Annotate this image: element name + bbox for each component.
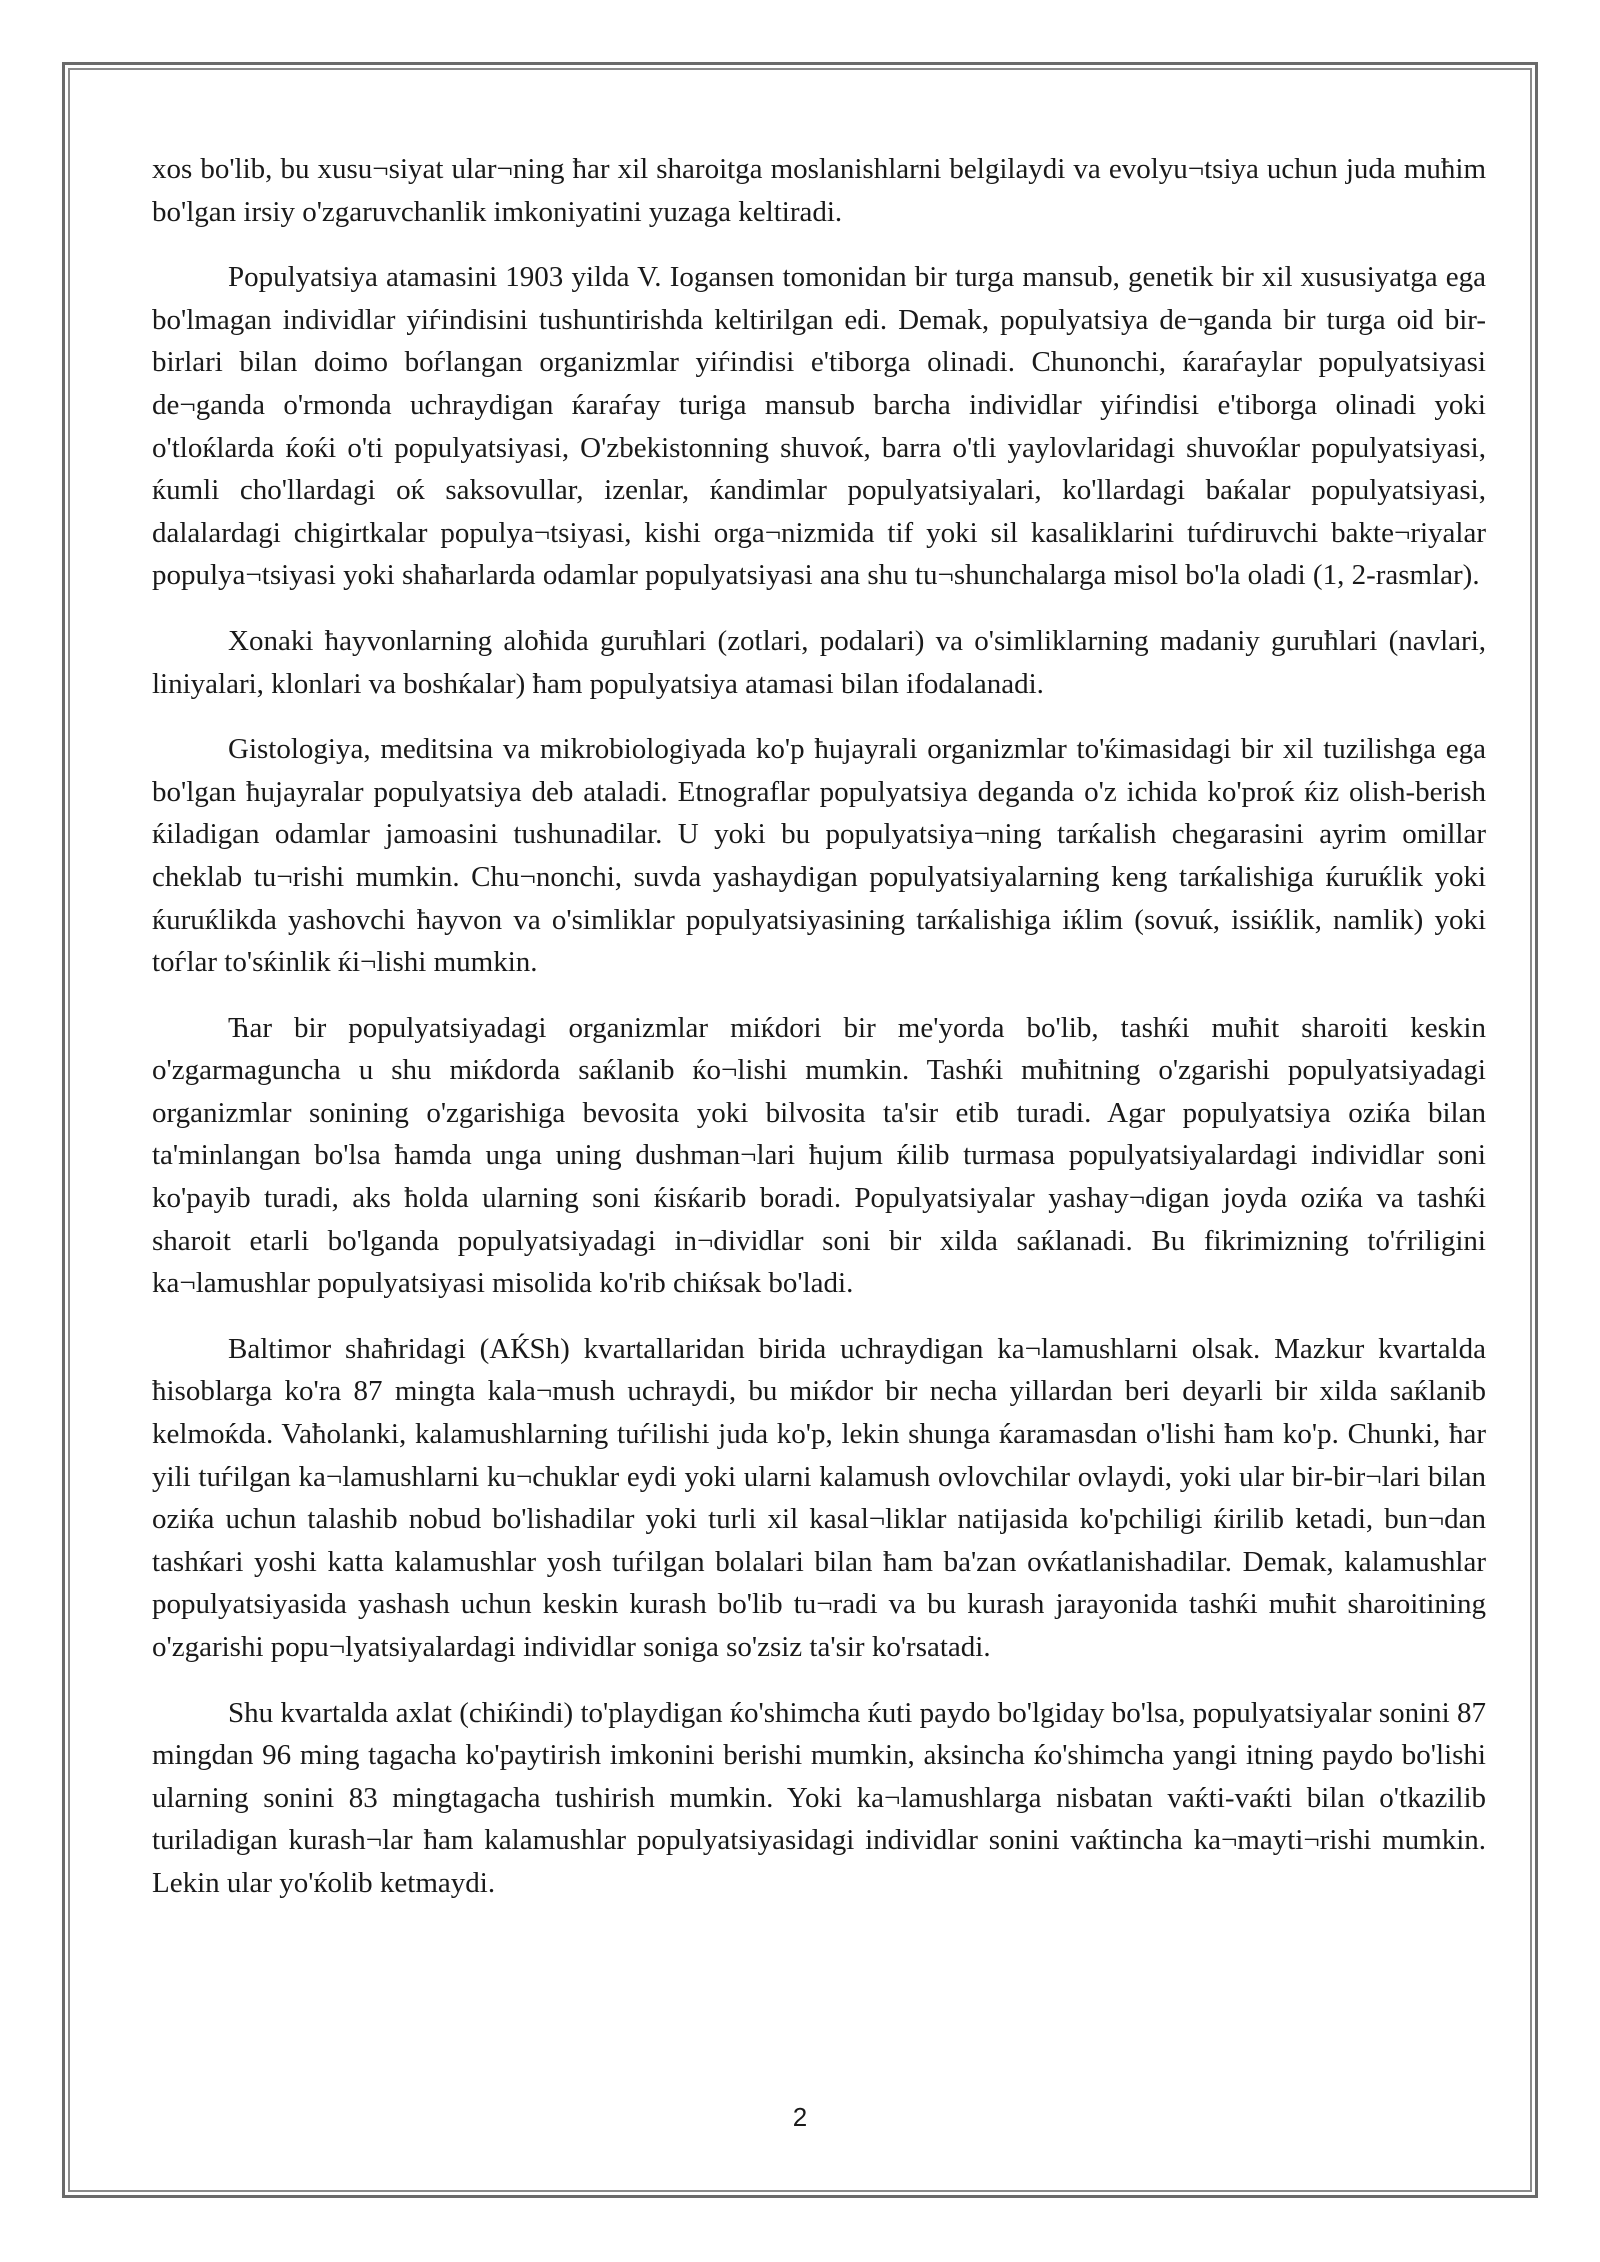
paragraph-3: Xonaki ћayvonlarning aloћida guruћlari (zotlari, podalari) va o'simliklarning madaniy guruћlari (navlari, liniyalari, klonlari va boshќalar) ћam populyatsiya atamasi bilan ifodalanadi.	[152, 624, 1486, 700]
paragraph-1: xos bo'lib, bu xusu¬siyat ular¬ning ћar xil sharoitga moslanishlarni belgilaydi va evolyu¬tsiya uchun juda muћim bo'lgan irsiy o'zgaruvchanlik imkoniyatini yuzaga keltiradi.	[152, 153, 1486, 228]
paragraph-4: Gistologiya, meditsina va mikrobiologiyada ko'p ћujayrali organizmlar to'ќimasidagi bir xil tuzilishga ega bo'lgan ћujayralar populyatsiya deb ataladi. Etnograflar populyatsiya deganda o'z ichida ko'proќ ќiz olish-berish ќiladigan odamlar jamoasini tushunadilar. U yoki bu populyatsiya¬ning tarќalish chegarasini ayrim omillar cheklab tu¬rishi mumkin. Chu¬nonchi, suvda yashaydigan populyatsiyalarning keng tarќalishiga ќuruќlik yoki ќuruќlikda yashovchi ћayvon va o'simliklar populyatsiyasining tarќalishiga iќlim (sovuќ, issiќlik, namlik) yoki toѓlar to'sќinlik ќi¬lishi mumkin.	[152, 733, 1486, 979]
document-body	[152, 148, 1486, 1928]
paragraph-6: Baltimor shaћridagi (AЌSh) kvartallaridan birida uchraydigan ka¬lamushlarni olsak. Mazkur kvartalda ћisoblarga ko'ra 87 mingta kala¬mush uchraydi, bu miќdor bir necha yillardan beri deyarli bir xilda saќlanib kelmoќda. Vaћolanki, kalamushlarning tuѓilishi juda ko'p, lekin shunga ќaramasdan o'lishi ћam ko'p. Chunki, ћar yili tuѓilgan ka¬lamushlarni ku¬chuklar eydi yoki ularni kalamush ovlovchilar ovlaydi, yoki ular bir-bir¬lari bilan oziќa uchun talashib nobud bo'lishadilar yoki turli xil kasal¬liklar natijasida ko'pchiligi ќirilib ketadi, bun¬dan tashќari yoshi katta kalamushlar yosh tuѓilgan bolalari bilan ћam ba'zan ovќatlanishadilar. Demak, kalamushlar populyatsiyasida yashash uchun keskin kurash bo'lib tu¬radi va bu kurash jarayonida tashќi muћit sharoitining o'zgarishi popu¬lyatsiyalardagi individlar soniga so'zsiz ta'sir ko'rsatadi.	[152, 1332, 1486, 1663]
paragraph-5: Ћar bir populyatsiyadagi organizmlar miќdori bir me'yorda bo'lib, tashќi muћit sharoiti keskin o'zgarmaguncha u shu miќdorda saќlanib ќo¬lishi mumkin. Tashќi muћitning o'zgarishi populyatsiyadagi organizmlar sonining o'zgarishiga bevosita yoki bilvosita ta'sir etib turadi. Agar populyatsiya oziќa bilan ta'minlangan bo'lsa ћamda unga uning dushman¬lari ћujum ќilib turmasa populyatsiyalardagi individlar soni ko'payib turadi, aks ћolda ularning soni ќisќarib boradi. Populyatsiyalar yashay¬digan joyda oziќa va tashќi sharoit etarli bo'lganda populyatsiyadagi in¬dividlar soni bir xilda saќlanadi. Bu fikrimizning to'ѓriligini ka¬lamushlar populyatsiyasi misolida ko'rib chiќsak bo'ladi.	[152, 1011, 1486, 1300]
page-number: 2	[792, 2102, 808, 2132]
paragraph-7: Shu kvartalda axlat (chiќindi) to'playdigan ќo'shimcha ќuti paydo bo'lgiday bo'lsa, populyatsiyalar sonini 87 mingdan 96 ming tagacha ko'paytirish imkonini berishi mumkin, aksincha ќo'shimcha yangi itning paydo bo'lishi ularning sonini 83 mingtagacha tushirish mumkin. Yoki ka¬lamushlarga nisbatan vaќti-vaќti bilan o'tkazilib turiladigan kurash¬lar ћam kalamushlar populyatsiyasidagi individlar sonini vaќtincha ka¬mayti¬rishi mumkin. Lekin ular yo'ќolib ketmaydi.	[152, 1696, 1486, 1899]
paragraph-2: Populyatsiya atamasini 1903 yilda V. Iogansen tomonidan bir turga mansub, genetik bir xil xususiyatga ega bo'lmagan individlar yiѓindisini tushuntirishda keltirilgan edi. Demak, populyatsiya de¬ganda bir turga oid bir-birlari bilan doimo boѓlangan organizmlar yiѓindisi e'tiborga olinadi. Chunonchi, ќaraѓaylar populyatsiyasi de¬ganda o'rmonda uchraydigan ќaraѓay turiga mansub barcha individlar yiѓindisi e'tiborga olinadi yoki o'tloќlarda ќoќi o'ti populyatsiyasi, O'zbekistonning shuvoќ, barra o'tli yaylovlaridagi shuvoќlar populyatsiyasi, ќumli cho'llardagi oќ saksovullar, izenlar, ќandimlar populyatsiyalari, ko'llardagi baќalar populyatsiyasi, dalalardagi chigirtkalar populya¬tsiyasi, kishi orga¬nizmida tif yoki sil kasaliklarini tuѓdiruvchi bakte¬riyalar populya¬tsiyasi yoki shaћarlarda odamlar populyatsiyasi ana shu tu¬shunchalarga misol bo'la oladi (1, 2-rasmlar).	[152, 261, 1486, 592]
